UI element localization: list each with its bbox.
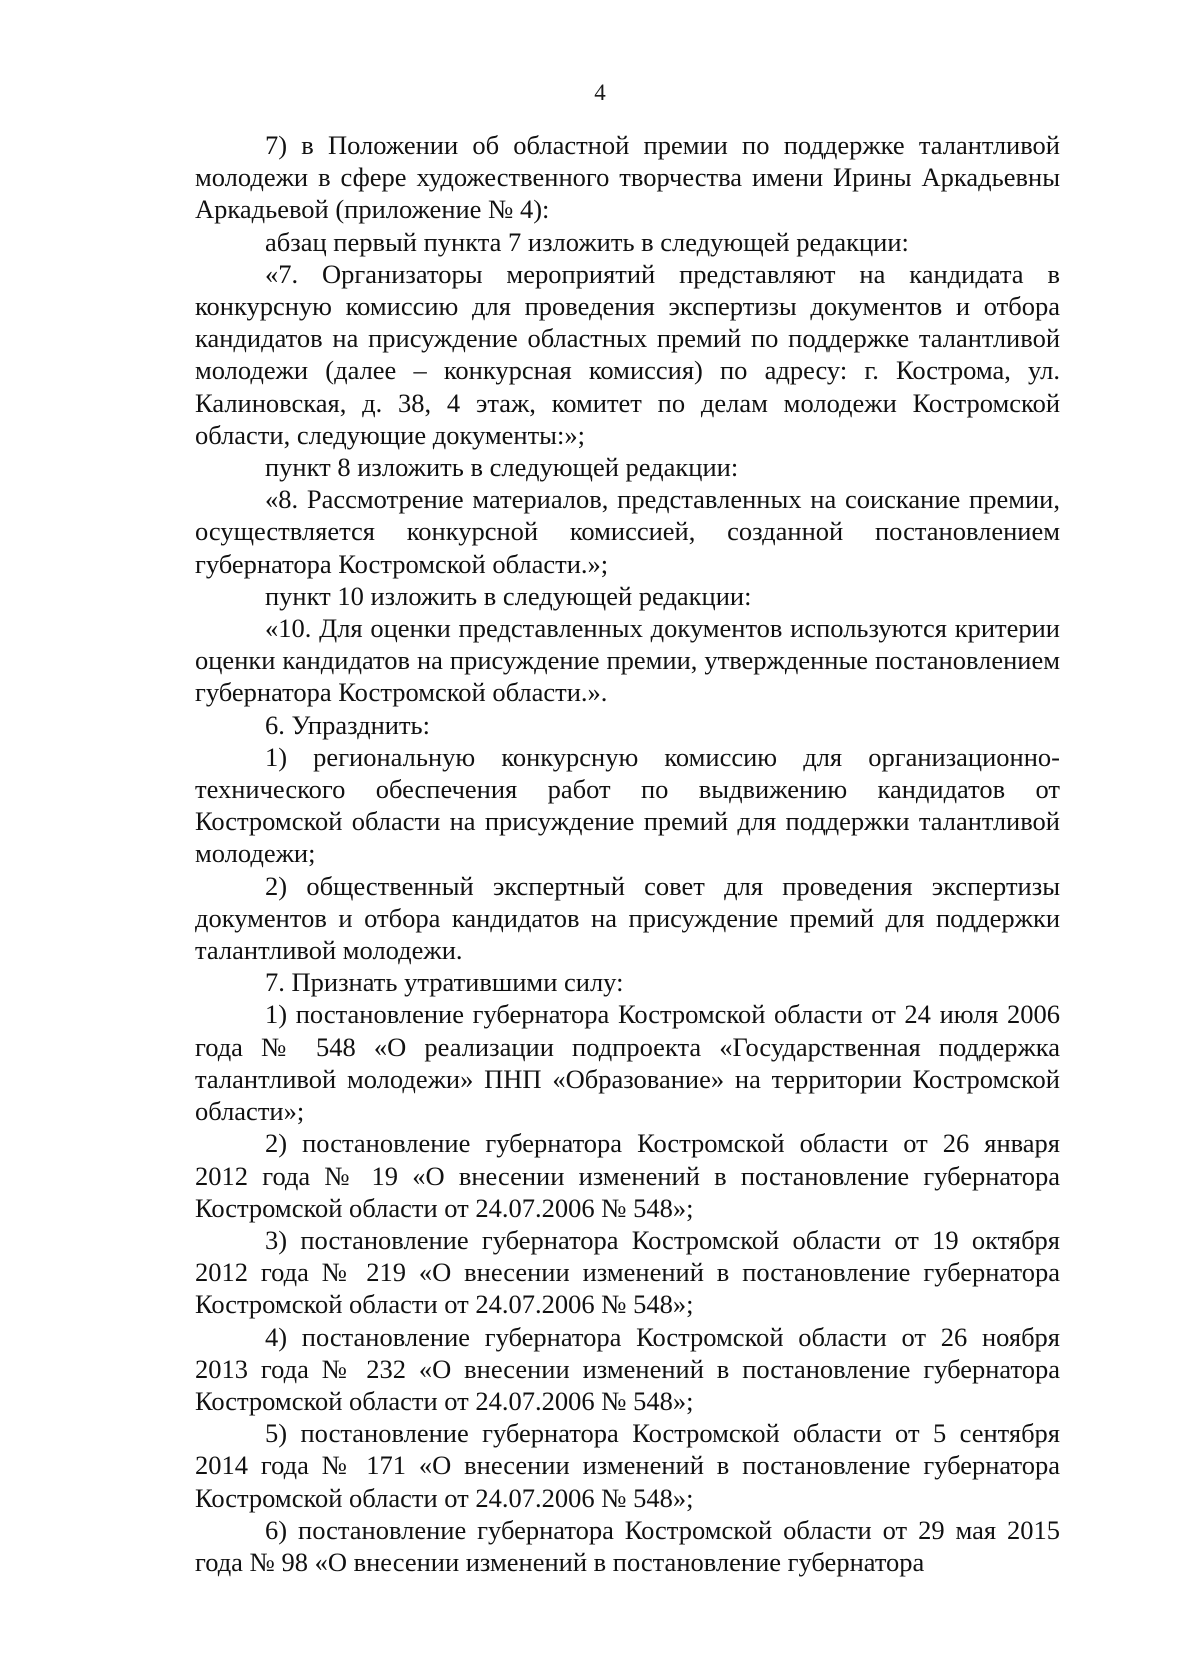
paragraph-section7-item2: 2) постановление губернатора Костромской области от 26 января 2012 года № 19 «О внесении изменений в постановление губернатора Костромской области от 24.07.2006 № 548»; [195,1128,1060,1223]
document-body [195,129,1060,1578]
paragraph-item10-instruction: пункт 10 изложить в следующей редакции: [265,580,752,611]
paragraph-section7-item4: 4) постановление губернатора Костромской области от 26 ноября 2013 года № 232 «О внесении изменений в постановление губернатора Костромской области от 24.07.2006 № 548»; [195,1321,1060,1416]
paragraph-section7-item6: 6) постановление губернатора Костромской области от 29 мая 2015 года № 98 «О внесении изменений в постановление губернатора [195,1514,1060,1577]
paragraph-section6-item1: 1) региональную конкурсную комиссию для организационно-технического обеспечения работ по выдвижению кандидатов от Костромской области на присуждение премий для поддержки талантливой молодежи; [195,741,1060,869]
paragraph-section6-heading: 6. Упразднить: [265,709,430,740]
paragraph-item7-text: «7. Организаторы мероприятий представляют на кандидата в конкурсную комиссию для проведения экспертизы документов и отбора кандидатов на присуждение областных премий по поддержке талантливой молодежи (далее – конкурсная комиссия) по адресу: г. Кострома, ул. Калиновская, д. 38, 4 этаж, комитет по делам молодежи Костромской области, следующие документы:»; [195,258,1060,450]
paragraph-section7-item1: 1) постановление губернатора Костромской области от 24 июля 2006 года № 548 «О реализации подпроекта «Государственная поддержка талантливой молодежи» ПНП «Образование» на территории Костромской области»; [195,999,1060,1127]
page-number: 4 [594,80,606,105]
paragraph-item7-instruction: абзац первый пункта 7 изложить в следующей редакции: [265,226,909,257]
paragraph-section7-item3: 3) постановление губернатора Костромской области от 19 октября 2012 года № 219 «О внесении изменений в постановление губернатора Костромской области от 24.07.2006 № 548»; [195,1224,1060,1320]
paragraph-item10-text: «10. Для оценки представленных документов используются критерии оценки кандидатов на присуждение премии, утвержденные постановлением губернатора Костромской области.». [195,613,1060,708]
paragraph-section7-item5: 5) постановление губернатора Костромской области от 5 сентября 2014 года № 171 «О внесении изменений в постановление губернатора Костромской области от 24.07.2006 № 548»; [195,1418,1060,1513]
paragraph-item8-instruction: пункт 8 изложить в следующей редакции: [265,452,739,483]
paragraph-section7-heading: 7. Признать утратившими силу: [265,967,624,998]
paragraph-7-amendment-intro: 7) в Положении об областной премии по поддержке талантливой молодежи в сфере художественного творчества имени Ирины Аркадьевны Аркадьевой (приложение № 4): [195,130,1060,225]
paragraph-section6-item2: 2) общественный экспертный совет для проведения экспертизы документов и отбора кандидатов на присуждение премий для поддержки талантливой молодежи. [195,870,1060,966]
paragraph-item8-text: «8. Рассмотрение материалов, представленных на соискание премии, осуществляется конкурсной комиссией, созданной постановлением губернатора Костромской области.»; [195,484,1060,579]
